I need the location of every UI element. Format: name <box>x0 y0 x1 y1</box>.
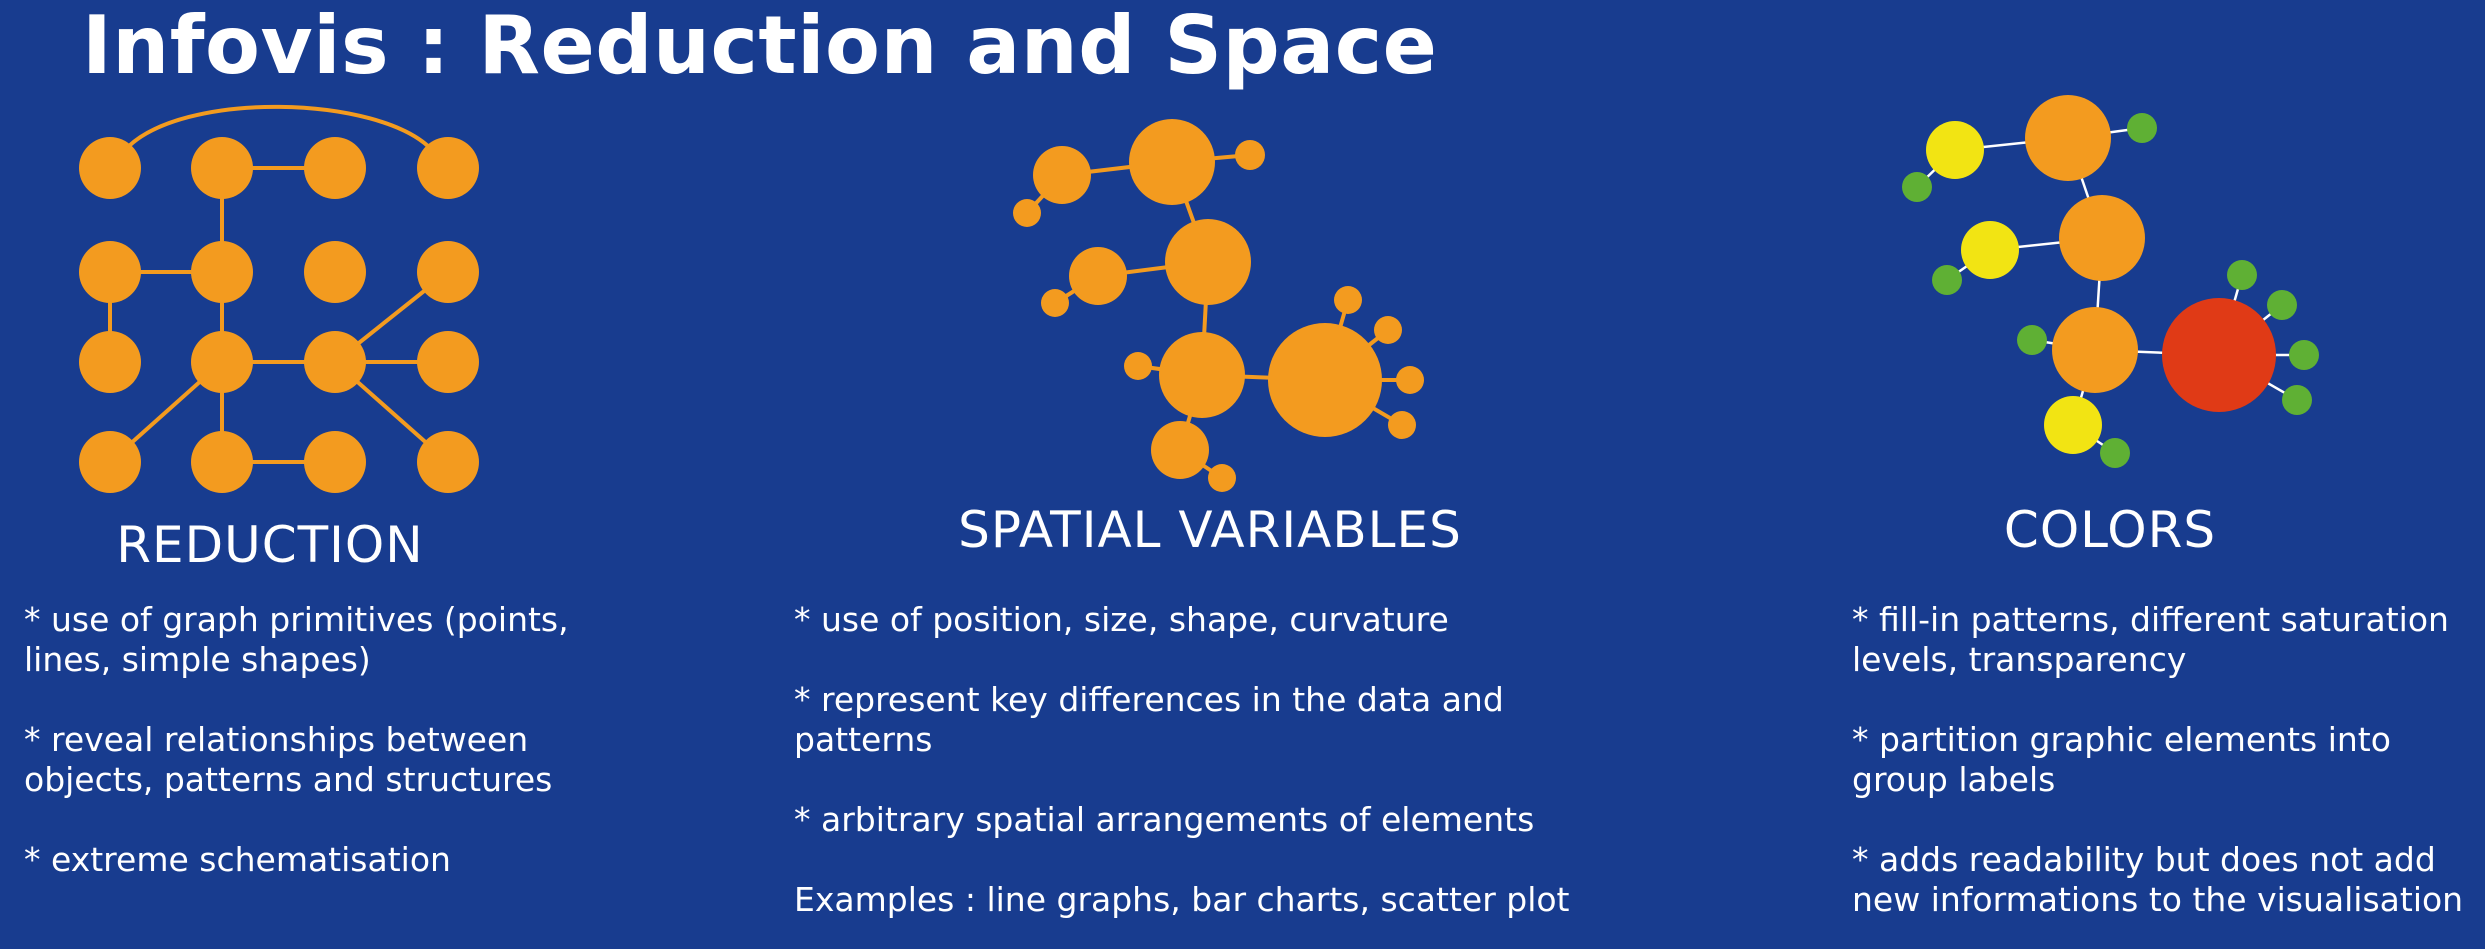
graph-node-red <box>2162 298 2276 412</box>
graph-node <box>1396 366 1424 394</box>
colors-point: * partition graphic elements into group labels <box>1852 720 2391 799</box>
graph-node <box>1208 464 1236 492</box>
graph-node <box>304 241 366 303</box>
graph-edge-arc <box>125 107 432 150</box>
reduction-heading: REDUCTION <box>116 516 424 574</box>
graph-node <box>191 137 253 199</box>
reduction-points <box>24 600 584 880</box>
graph-node <box>1268 323 1382 437</box>
graph-node <box>417 431 479 493</box>
graph-node <box>304 331 366 393</box>
graph-node <box>1041 289 1069 317</box>
graph-node-green <box>1902 172 1932 202</box>
graph-node-green <box>2017 325 2047 355</box>
graph-node-green <box>2267 290 2297 320</box>
page-title: Infovis : Reduction and Space <box>82 0 1438 92</box>
graph-node-green <box>2289 340 2319 370</box>
graph-node <box>79 331 141 393</box>
graph-node <box>79 137 141 199</box>
spatial-variables-example: Examples : line graphs, bar charts, scatter plot <box>794 880 1570 919</box>
reduction-nodes <box>79 137 479 493</box>
graph-node <box>1013 199 1041 227</box>
graph-node <box>304 431 366 493</box>
graph-node <box>1129 119 1215 205</box>
graph-node <box>417 241 479 303</box>
graph-node-yellow <box>1926 121 1984 179</box>
graph-node <box>79 241 141 303</box>
graph-node <box>1334 286 1362 314</box>
graph-node <box>1151 421 1209 479</box>
graph-node <box>1069 247 1127 305</box>
graph-node <box>191 331 253 393</box>
graph-node <box>304 137 366 199</box>
graph-node-yellow <box>1961 221 2019 279</box>
spatial-variables-heading: SPATIAL VARIABLES <box>958 501 1462 559</box>
graph-node <box>1388 411 1416 439</box>
reduction-graph-illustration <box>60 95 500 515</box>
reduction-point: * reveal relationships between objects, patterns and structures <box>24 720 553 799</box>
colors-nodes <box>1902 95 2319 468</box>
graph-node <box>1235 140 1265 170</box>
spatial-variables-point: * represent key differences in the data and patterns <box>794 680 1504 759</box>
graph-node-orange <box>2025 95 2111 181</box>
graph-node <box>191 241 253 303</box>
graph-node-green <box>2127 113 2157 143</box>
graph-node-orange <box>2059 195 2145 281</box>
reduction-point: * extreme schematisation <box>24 840 451 879</box>
colors-points <box>1852 600 2477 920</box>
graph-node <box>417 137 479 199</box>
spatial-variables-points <box>794 600 1574 920</box>
graph-node <box>79 431 141 493</box>
spatial-nodes <box>1013 119 1424 492</box>
spatial-variables-graph-illustration <box>1000 110 1440 500</box>
graph-node-green <box>2282 385 2312 415</box>
graph-node <box>1165 219 1251 305</box>
spatial-variables-point: * arbitrary spatial arrangements of elements <box>794 800 1535 839</box>
graph-node-green <box>1932 265 1962 295</box>
graph-node <box>191 431 253 493</box>
graph-node-yellow <box>2044 396 2102 454</box>
colors-point: * adds readability but does not add new informations to the visualisation <box>1852 840 2464 919</box>
graph-node <box>1159 332 1245 418</box>
graph-node <box>417 331 479 393</box>
colors-heading: COLORS <box>2003 501 2217 559</box>
colors-point: * fill-in patterns, different saturation levels, transparency <box>1852 600 2449 679</box>
spatial-variables-point: * use of position, size, shape, curvature <box>794 600 1449 639</box>
graph-node-green <box>2227 260 2257 290</box>
reduction-point: * use of graph primitives (points, lines, simple shapes) <box>24 600 569 679</box>
graph-node <box>1374 316 1402 344</box>
graph-node-orange <box>2052 307 2138 393</box>
graph-node-green <box>2100 438 2130 468</box>
colors-graph-illustration <box>1890 85 2330 480</box>
graph-node <box>1033 146 1091 204</box>
reduction-edges <box>110 107 448 462</box>
graph-node <box>1124 352 1152 380</box>
